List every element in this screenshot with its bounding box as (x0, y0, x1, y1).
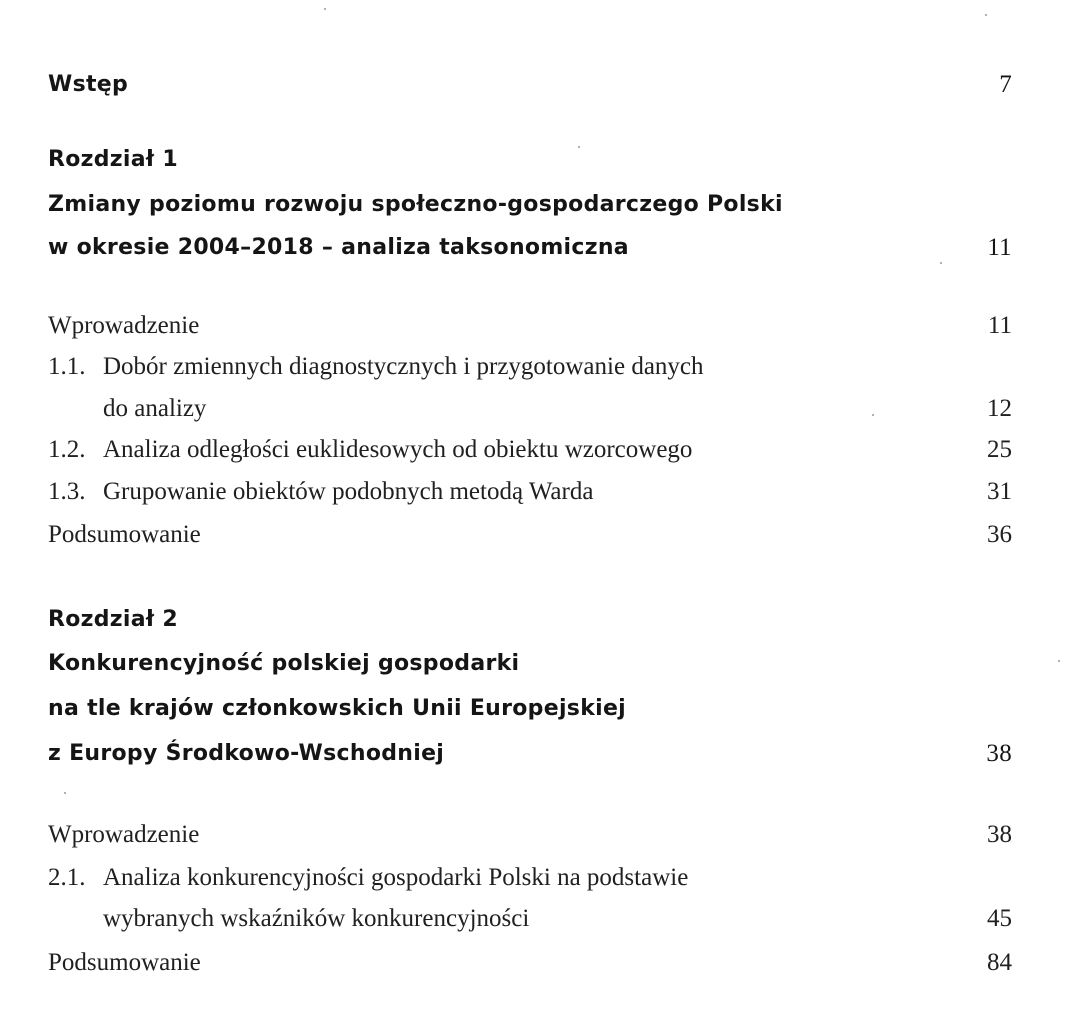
chapter1-title-line2: w okresie 2004–2018 – analiza taksonomiczna (48, 235, 629, 260)
toc-entry-number: 1.3. (48, 478, 86, 505)
toc-entry-page: 36 (987, 521, 1012, 548)
toc-entry-page: 38 (987, 821, 1012, 848)
scan-speck (872, 414, 874, 416)
toc-intro-title: Wstęp (48, 72, 129, 97)
chapter2-title-line3: z Europy Środkowo-Wschodniej (48, 741, 445, 766)
toc-entry-title-cont: do analizy (103, 395, 207, 422)
toc-entry-title: Analiza odległości euklidesowych od obiektu wzorcowego (103, 436, 693, 463)
scan-speck (64, 792, 66, 794)
chapter2-title-row1 (0, 644, 1084, 684)
toc-entry-number: 1.2. (48, 436, 86, 463)
scan-speck (940, 262, 942, 264)
chapter1-title-row1 (0, 185, 1084, 225)
chapter2-label: Rozdział 2 (48, 607, 178, 632)
toc-entry-title-cont: wybranych wskaźników konkurencyjności (103, 905, 530, 932)
toc-entry-title: Podsumowanie (48, 521, 201, 548)
chapter2-title-row3 (0, 734, 1084, 774)
toc-entry-title: Dobór zmiennych diagnostycznych i przygotowanie danych (103, 353, 704, 380)
toc-intro-page: 7 (999, 71, 1012, 98)
chapter2-title-line2: na tle krajów członkowskich Unii Europejskiej (48, 696, 627, 721)
chapter2-title-row2 (0, 689, 1084, 729)
toc-entry (0, 430, 1084, 470)
toc-entry-title: Wprowadzenie (48, 821, 200, 848)
toc-entry-page: 31 (987, 478, 1012, 505)
toc-entry-continuation (0, 899, 1084, 939)
scan-speck (578, 146, 580, 148)
toc-entry-page: 11 (987, 312, 1012, 339)
chapter2-label-row (0, 600, 1084, 640)
toc-entry (0, 515, 1084, 555)
chapter1-label-row (0, 140, 1084, 180)
toc-entry-number: 1.1. (48, 353, 86, 380)
toc-entry-page: 84 (987, 949, 1012, 976)
chapter1-title-line1: Zmiany poziomu rozwoju społeczno-gospodarczego Polski (48, 192, 783, 217)
toc-entry (0, 472, 1084, 512)
chapter1-title-row2 (0, 228, 1084, 268)
toc-entry-number: 2.1. (48, 864, 86, 891)
toc-intro-row (0, 65, 1084, 105)
chapter1-label: Rozdział 1 (48, 147, 178, 172)
toc-entry-title: Grupowanie obiektów podobnych metodą Warda (103, 478, 594, 505)
chapter2-title-line1: Konkurencyjność polskiej gospodarki (48, 651, 520, 676)
scan-speck (1058, 660, 1060, 662)
toc-entry-title: Analiza konkurencyjności gospodarki Polski na podstawie (103, 864, 689, 891)
toc-entry-page: 25 (987, 436, 1012, 463)
toc-entry-page: 12 (987, 395, 1012, 422)
toc-entry (0, 943, 1084, 983)
toc-entry-page: 45 (987, 905, 1012, 932)
chapter1-page: 11 (987, 234, 1012, 261)
toc-entry (0, 858, 1084, 898)
scan-speck (324, 8, 326, 10)
scan-speck (985, 14, 987, 16)
toc-entry-title: Wprowadzenie (48, 312, 200, 339)
toc-entry (0, 815, 1084, 855)
toc-entry (0, 306, 1084, 346)
toc-entry (0, 347, 1084, 387)
chapter2-page: 38 (986, 740, 1012, 767)
toc-entry-title: Podsumowanie (48, 949, 201, 976)
toc-entry-continuation (0, 389, 1084, 429)
